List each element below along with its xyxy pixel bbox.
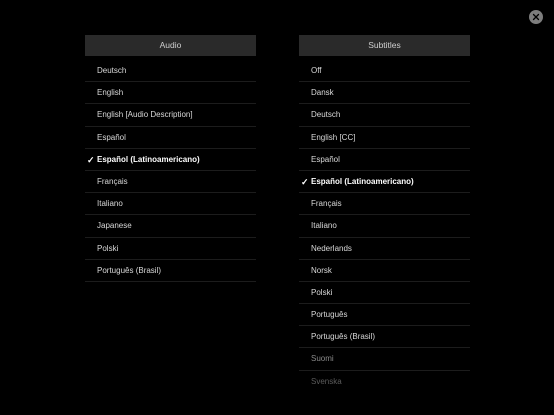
audio-option[interactable]: Deutsch <box>85 60 256 82</box>
audio-option[interactable]: Japanese <box>85 215 256 237</box>
audio-option[interactable]: Português (Brasil) <box>85 260 256 282</box>
subtitle-option[interactable]: Italiano <box>299 215 470 237</box>
subtitle-option[interactable]: Português <box>299 304 470 326</box>
audio-option[interactable]: Español <box>85 127 256 149</box>
audio-option-selected[interactable]: ✓ Español (Latinoamericano) <box>85 149 256 171</box>
audio-column <box>85 35 256 282</box>
close-icon <box>532 13 540 21</box>
audio-option[interactable]: English <box>85 82 256 104</box>
audio-list <box>85 60 256 282</box>
subtitles-column <box>299 35 470 393</box>
subtitles-list <box>299 60 470 393</box>
audio-option[interactable]: Polski <box>85 238 256 260</box>
subtitle-option[interactable]: Dansk <box>299 82 470 104</box>
subtitle-option[interactable]: Suomi <box>299 348 470 370</box>
subtitle-option[interactable]: English [CC] <box>299 127 470 149</box>
subtitle-option[interactable]: Português (Brasil) <box>299 326 470 348</box>
checkmark-icon: ✓ <box>87 154 95 165</box>
subtitle-option[interactable]: Nederlands <box>299 238 470 260</box>
subtitles-header: Subtitles <box>299 35 470 56</box>
subtitle-option[interactable]: Français <box>299 193 470 215</box>
checkmark-icon: ✓ <box>301 176 309 187</box>
audio-option[interactable]: Français <box>85 171 256 193</box>
subtitle-option[interactable]: Norsk <box>299 260 470 282</box>
subtitle-option[interactable]: Español <box>299 149 470 171</box>
subtitle-option-selected[interactable]: ✓ Español (Latinoamericano) <box>299 171 470 193</box>
audio-header: Audio <box>85 35 256 56</box>
audio-option[interactable]: Italiano <box>85 193 256 215</box>
subtitle-option[interactable]: Svenska <box>311 376 342 386</box>
subtitle-option[interactable]: Deutsch <box>299 104 470 126</box>
subtitle-option[interactable]: Off <box>299 60 470 82</box>
subtitle-option[interactable]: Polski <box>299 282 470 304</box>
audio-option[interactable]: English [Audio Description] <box>85 104 256 126</box>
close-button[interactable] <box>529 10 543 24</box>
